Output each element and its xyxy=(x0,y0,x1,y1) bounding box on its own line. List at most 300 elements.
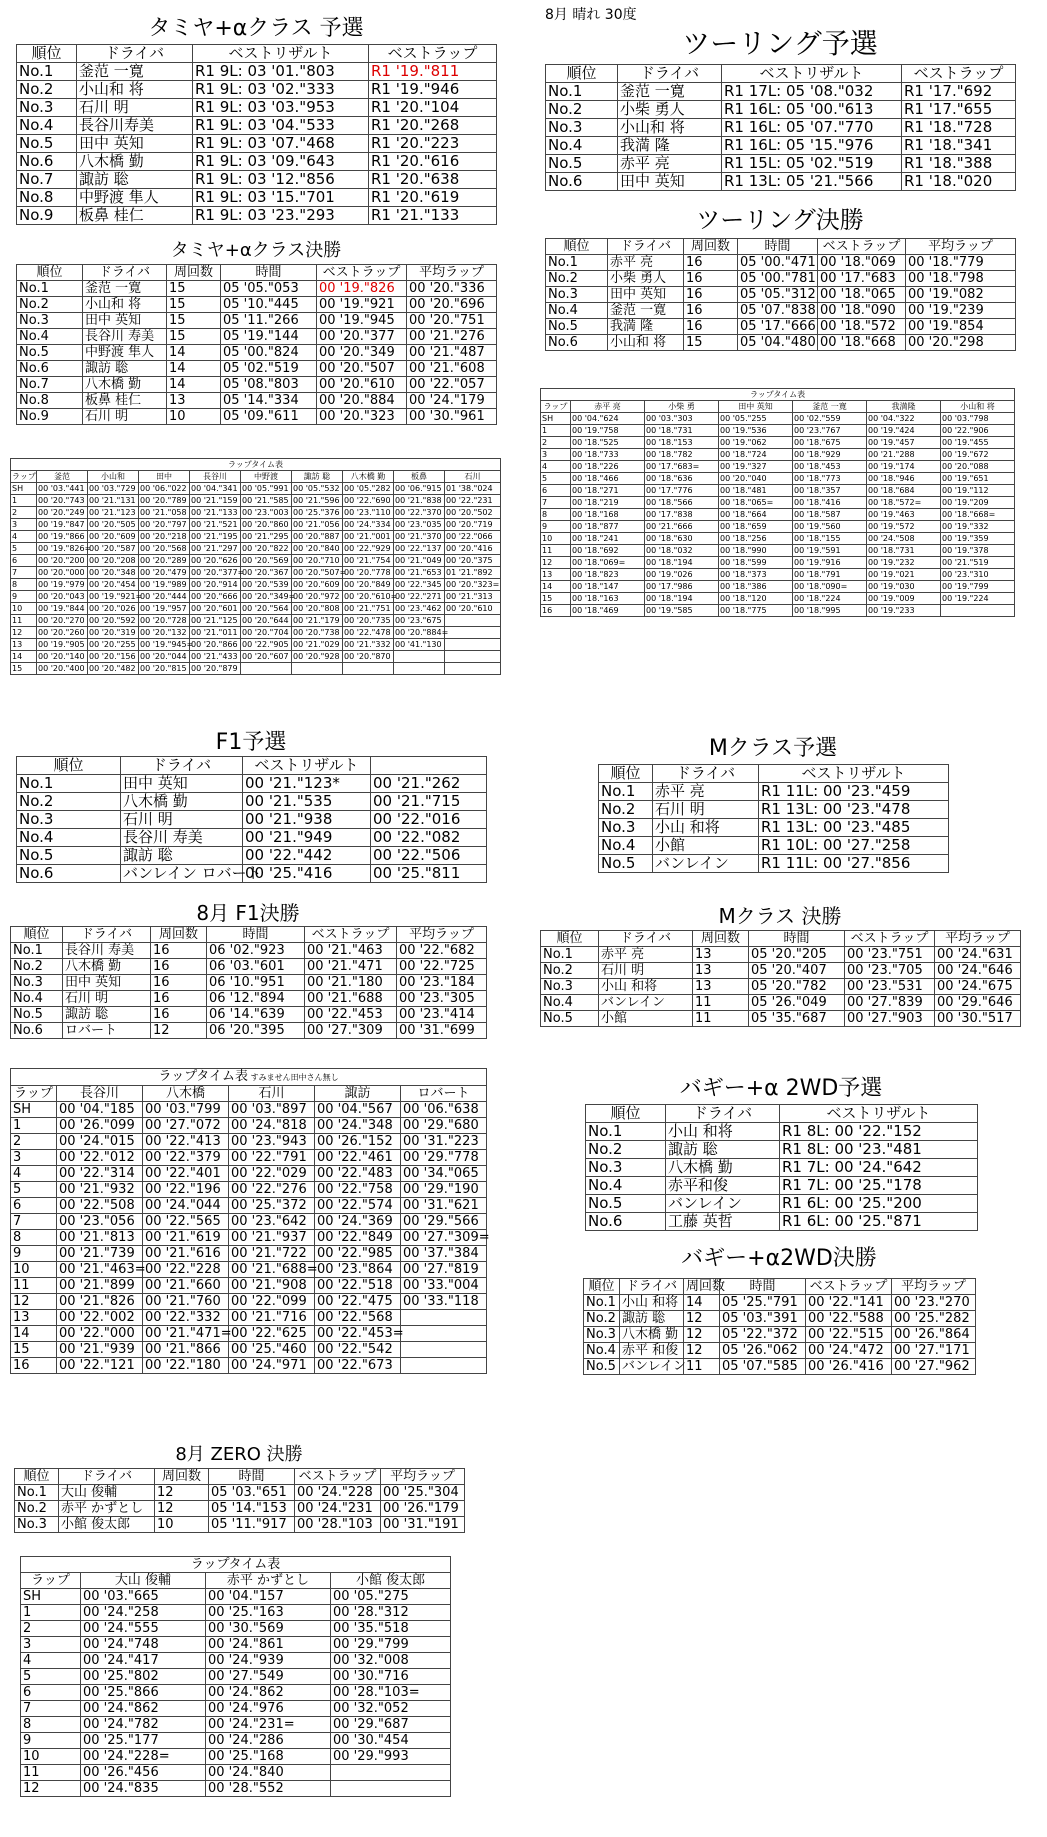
column-header: 平均ラップ xyxy=(407,265,497,281)
table-cell: 00 '22."791 xyxy=(229,1150,315,1166)
table-cell: 00 '21."276 xyxy=(407,329,497,345)
table-cell xyxy=(401,1310,487,1326)
table-cell: 00 '22."141 xyxy=(806,1295,892,1311)
table-cell: 00 '21."519 xyxy=(941,557,1015,569)
table-cell: 06 '14."639 xyxy=(207,1007,305,1023)
table-row xyxy=(11,1198,487,1214)
table-cell: 00 '22."985 xyxy=(315,1246,401,1262)
table-cell: 10 xyxy=(11,603,37,615)
table-row xyxy=(17,153,497,171)
table-cell: 00 '18."466 xyxy=(571,473,645,485)
table-cell: 00 '18."155 xyxy=(793,533,867,545)
table-cell: 00 '20."751 xyxy=(407,313,497,329)
table-cell: バンレイン xyxy=(653,855,759,873)
column-header: 諏訪 聡 xyxy=(292,471,343,483)
table-row xyxy=(11,1294,487,1310)
table-cell: 00 '29."687 xyxy=(331,1717,451,1733)
f1-laps-table xyxy=(10,1068,490,1374)
table-cell: 00 '22."453 xyxy=(305,1007,397,1023)
table-cell: 00 '19."585 xyxy=(645,605,719,617)
table-cell: 00 '19."232 xyxy=(867,557,941,569)
table-cell: R1 16L: 05 '00."613 xyxy=(722,101,902,119)
table-row xyxy=(21,1621,451,1637)
table-row xyxy=(21,1685,451,1701)
table-cell: 00 '21."585 xyxy=(241,495,292,507)
table-cell: 00 '20."735 xyxy=(343,615,394,627)
table-cell: 00 '21."029 xyxy=(292,639,343,651)
touring-qual-table xyxy=(545,64,1016,191)
column-header: ベストラップ xyxy=(818,239,906,255)
column-header: 時間 xyxy=(749,931,845,947)
table-cell: 00 '30."517 xyxy=(935,1011,1021,1027)
table-cell: 00 '20."539 xyxy=(241,579,292,591)
table-row xyxy=(11,1182,487,1198)
table-cell: 12 xyxy=(541,557,571,569)
table-row xyxy=(11,991,487,1007)
table-cell: 00 '22."370 xyxy=(394,507,445,519)
table-cell: 12 xyxy=(155,1485,209,1501)
table-cell: No.3 xyxy=(586,1159,666,1177)
table-cell: No.2 xyxy=(546,271,608,287)
table-row xyxy=(21,1589,451,1605)
table-cell: 00 '18."194 xyxy=(645,557,719,569)
table-row xyxy=(17,377,497,393)
table-cell: 6 xyxy=(11,555,37,567)
table-cell xyxy=(394,663,445,675)
table-cell: 00 '18."724 xyxy=(719,449,793,461)
table-cell: 00 '25."866 xyxy=(81,1685,206,1701)
table-cell: 00 '20."822 xyxy=(241,543,292,555)
table-cell: 13 xyxy=(11,1310,57,1326)
table-cell: 3 xyxy=(11,1150,57,1166)
table-cell: 5 xyxy=(11,1182,57,1198)
table-cell: 00 '18."668 xyxy=(818,335,906,351)
table-header-row xyxy=(599,765,949,783)
table-row xyxy=(17,793,487,811)
table-cell: 00 '32."052 xyxy=(331,1701,451,1717)
table-cell: 1 xyxy=(541,425,571,437)
table-cell: 00 '18."990 xyxy=(719,545,793,557)
table-row xyxy=(541,947,1021,963)
table-row xyxy=(541,473,1015,485)
table-cell: 田中 英知 xyxy=(608,287,684,303)
table-cell: R1 7L: 00 '24."642 xyxy=(780,1159,978,1177)
table-cell: 00 '29."566 xyxy=(401,1214,487,1230)
table-cell: 赤平 亮 xyxy=(618,155,722,173)
table-cell: 00 '23."414 xyxy=(397,1007,487,1023)
table-row xyxy=(17,829,487,847)
table-cell: 00 '24."231= xyxy=(206,1717,331,1733)
table-cell: 16 xyxy=(151,1007,207,1023)
table-row xyxy=(17,361,497,377)
table-cell: No.6 xyxy=(586,1213,666,1231)
table-cell: 05 '14."153 xyxy=(209,1501,295,1517)
table-cell: 石川 明 xyxy=(653,801,759,819)
table-cell: SH xyxy=(11,1102,57,1118)
table-header-row xyxy=(11,1086,487,1102)
column-header: ベストラップ xyxy=(295,1469,381,1485)
table-cell: No.1 xyxy=(546,83,618,101)
table-cell: 00 '18."357 xyxy=(793,485,867,497)
table-cell xyxy=(445,615,501,627)
f1-final-table xyxy=(10,926,487,1039)
table-cell: 00 '18."525 xyxy=(571,437,645,449)
table-cell: 12 xyxy=(151,1023,207,1039)
table-cell: 7 xyxy=(21,1701,81,1717)
table-cell: 00 '20."666 xyxy=(190,591,241,603)
table-cell: 00 '20."323= xyxy=(446,580,500,589)
table-header-row xyxy=(15,1469,465,1485)
table-cell: 05 '05."312 xyxy=(738,287,818,303)
table-cell: No.5 xyxy=(599,855,653,873)
table-cell: 00 '18."877 xyxy=(571,521,645,533)
table-row xyxy=(17,63,497,81)
table-row xyxy=(599,783,949,801)
table-cell: 00 '19."359 xyxy=(941,533,1015,545)
table-cell: 00 '20."840 xyxy=(292,543,343,555)
table-cell: 15 xyxy=(167,313,221,329)
table-cell: 00 '22."506 xyxy=(371,847,487,865)
table-cell: 00 '24."472 xyxy=(806,1343,892,1359)
table-cell: 00 '20."789 xyxy=(139,495,190,507)
laps-caption xyxy=(541,389,1015,401)
table-cell: 小館 xyxy=(599,1011,693,1027)
table-cell: 小山和 将 xyxy=(83,297,167,313)
table-cell: 釜范 一寛 xyxy=(77,63,193,81)
table-row xyxy=(17,313,497,329)
table-row xyxy=(11,663,501,675)
table-row xyxy=(584,1295,976,1311)
table-cell: 00 '30."716 xyxy=(331,1669,451,1685)
table-cell: 00 '20."348 xyxy=(88,567,139,579)
m-final-title: Mクラス 決勝 xyxy=(718,904,842,928)
table-cell: 00 '31."699 xyxy=(397,1023,487,1039)
table-cell: 00 '20."088 xyxy=(941,461,1015,473)
table-cell: 00 '21."463 xyxy=(305,943,397,959)
table-row xyxy=(541,581,1015,593)
table-cell: 00 '21."295 xyxy=(241,531,292,543)
table-cell: 00 '22."565 xyxy=(143,1214,229,1230)
table-cell: 05 '08."803 xyxy=(221,377,317,393)
table-cell: No.5 xyxy=(546,155,618,173)
table-header-row xyxy=(17,265,497,281)
table-cell: 10 xyxy=(21,1749,81,1765)
table-row xyxy=(17,117,497,135)
table-row xyxy=(546,319,1016,335)
table-cell: 05 '00."471 xyxy=(738,255,818,271)
table-cell: 2 xyxy=(11,1134,57,1150)
table-cell: 05 '25."791 xyxy=(720,1295,806,1311)
m-qual-table xyxy=(598,764,949,873)
table-cell: 00 '24."631 xyxy=(935,947,1021,963)
table-cell: 00 '25."168 xyxy=(206,1749,331,1765)
table-cell: 00 '18."481 xyxy=(719,485,793,497)
column-header: 順位 xyxy=(546,239,608,255)
column-header: 時間 xyxy=(738,239,818,255)
table-cell: 00 '23."056 xyxy=(57,1214,143,1230)
table-cell: 00 '20."914 xyxy=(190,579,241,591)
table-cell: 00 '24."971 xyxy=(229,1358,315,1374)
table-row xyxy=(11,651,501,663)
table-cell: 00 '20."349 xyxy=(317,345,407,361)
table-cell: 00 '25."376 xyxy=(292,507,343,519)
table-cell: 00 '29."799 xyxy=(331,1637,451,1653)
table-cell: 00 '20."454 xyxy=(88,579,139,591)
table-cell: 8 xyxy=(21,1717,81,1733)
table-cell: 釜范 一寛 xyxy=(608,303,684,319)
zero-laps-table xyxy=(20,1556,451,1797)
column-header: ドライバ xyxy=(77,45,193,63)
table-cell: 00 '06."022 xyxy=(139,483,190,495)
table-cell xyxy=(941,605,1015,617)
column-header: 田中 xyxy=(139,471,190,483)
table-cell: 00 '18."675 xyxy=(793,437,867,449)
table-cell: 00 '22."016 xyxy=(371,811,487,829)
table-cell: 00 '19."945 xyxy=(317,313,407,329)
table-cell: 赤平和俊 xyxy=(666,1177,780,1195)
table-cell: 00 '19."224 xyxy=(941,593,1015,605)
table-row xyxy=(17,207,497,225)
table-cell: 16 xyxy=(541,605,571,617)
table-cell: 00 '19."945= xyxy=(140,640,194,649)
table-row xyxy=(541,1011,1021,1027)
table-cell: No.4 xyxy=(17,117,77,135)
table-cell: 00 '19."826 xyxy=(317,281,407,297)
table-cell: 00 '37."384 xyxy=(401,1246,487,1262)
table-cell: 00 '20."026 xyxy=(88,603,139,615)
table-cell: R1 '21."133 xyxy=(369,207,497,225)
table-cell: 00 '18."219 xyxy=(571,497,645,509)
m-qual-title: Mクラス予選 xyxy=(708,736,838,761)
table-cell: 00 '22."271 xyxy=(394,591,445,603)
table-row xyxy=(11,615,501,627)
table-cell: 00 '18."065= xyxy=(719,497,793,509)
table-cell: 00 '27."171 xyxy=(892,1343,976,1359)
table-cell: 00 '30."569 xyxy=(206,1621,331,1637)
table-cell xyxy=(445,663,501,675)
table-cell: 00 '34."065 xyxy=(401,1166,487,1182)
table-cell: 釜范 一寛 xyxy=(618,83,722,101)
table-cell: 00 '24."646 xyxy=(935,963,1021,979)
table-cell: 00 '35."518 xyxy=(331,1621,451,1637)
table-cell: 00 '23."310 xyxy=(941,569,1015,581)
table-cell: No.5 xyxy=(546,319,608,335)
table-cell: R1 '20."223 xyxy=(369,135,497,153)
table-cell: 石川 明 xyxy=(121,811,243,829)
table-cell: 00 '20."710 xyxy=(292,555,343,567)
table-cell: 14 xyxy=(684,1295,720,1311)
table-cell: 00 '22."453= xyxy=(315,1326,401,1342)
table-cell: 00 '20."849 xyxy=(343,579,394,591)
table-row xyxy=(21,1781,451,1797)
table-row xyxy=(17,171,497,189)
column-header: 周回数 xyxy=(155,1469,209,1485)
table-cell: 00 '20."569 xyxy=(241,555,292,567)
table-cell xyxy=(401,1326,487,1342)
table-row xyxy=(21,1669,451,1685)
table-cell: 10 xyxy=(167,409,221,425)
table-row xyxy=(21,1637,451,1653)
table-cell: No.7 xyxy=(17,171,77,189)
table-cell: 15 xyxy=(11,1342,57,1358)
table-cell: No.2 xyxy=(599,801,653,819)
table-cell: 00 '18."798 xyxy=(906,271,1016,287)
buggy-qual-table xyxy=(585,1104,978,1231)
table-cell: 00 '20."323 xyxy=(317,409,407,425)
table-row xyxy=(546,287,1016,303)
table-cell: 00 '05."282 xyxy=(343,483,394,495)
table-cell: 00 '19."082 xyxy=(906,287,1016,303)
table-cell: 00 '20."879 xyxy=(190,663,241,675)
table-cell: No.9 xyxy=(17,409,83,425)
table-cell: 00 '20."696 xyxy=(407,297,497,313)
table-row xyxy=(21,1749,451,1765)
table-cell: 00 '21."908 xyxy=(229,1278,315,1294)
table-cell: 05 '17."666 xyxy=(738,319,818,335)
table-cell: 00 '20."609 xyxy=(292,579,343,591)
table-cell: 00 '18."373 xyxy=(719,569,793,581)
column-header xyxy=(371,757,487,775)
column-header: ドライバ xyxy=(59,1469,155,1485)
table-cell: 小山 和将 xyxy=(620,1295,684,1311)
table-cell: 00 '22."276 xyxy=(229,1182,315,1198)
table-cell: 00 '21."899 xyxy=(57,1278,143,1294)
table-cell: 田中 英知 xyxy=(121,775,243,793)
table-cell: 4 xyxy=(21,1653,81,1669)
column-header: 田中 英知 xyxy=(719,401,793,413)
table-cell: 00 '04."624 xyxy=(571,413,645,425)
table-row xyxy=(15,1501,465,1517)
table-cell: 00 '18."572 xyxy=(818,319,906,335)
table-cell: 9 xyxy=(541,521,571,533)
table-cell: 00 '33."004 xyxy=(401,1278,487,1294)
table-cell: 00 '20."884 xyxy=(317,393,407,409)
table-cell: 00 '21."370 xyxy=(394,531,445,543)
table-cell: 6 xyxy=(541,485,571,497)
table-cell: 00 '20."260 xyxy=(37,627,88,639)
table-cell: 14 xyxy=(541,581,571,593)
table-cell: 00 '18."929 xyxy=(793,449,867,461)
table-cell: 00 '24."840 xyxy=(206,1765,331,1781)
table-cell: 00 '20."587 xyxy=(88,543,139,555)
table-cell: No.6 xyxy=(546,173,618,191)
table-cell: R1 17L: 05 '08."032 xyxy=(722,83,902,101)
table-cell: 00 '20."610 xyxy=(317,377,407,393)
table-cell: 00 '22."625 xyxy=(229,1326,315,1342)
table-cell: 00 '05."991 xyxy=(241,483,292,495)
table-cell: 諏訪 聡 xyxy=(63,1007,151,1023)
table-cell: 5 xyxy=(21,1669,81,1685)
table-cell: 00 '22."673 xyxy=(315,1358,401,1374)
table-row xyxy=(546,255,1016,271)
table-cell: 00 '24."782 xyxy=(81,1717,206,1733)
table-cell: 00 '18."630 xyxy=(645,533,719,545)
table-cell: 00 '24."508 xyxy=(867,533,941,545)
table-cell: 13 xyxy=(541,569,571,581)
table-cell: No.3 xyxy=(17,313,83,329)
table-cell: 00 '18."731 xyxy=(645,425,719,437)
table-row xyxy=(11,591,501,603)
table-cell: 15 xyxy=(167,297,221,313)
table-cell: 00 '24."231 xyxy=(295,1501,381,1517)
table-cell: バンレイン xyxy=(599,995,693,1011)
table-cell: 赤平 かずとし xyxy=(59,1501,155,1517)
column-header: 我満隆 xyxy=(867,401,941,413)
table-cell: R1 6L: 00 '25."871 xyxy=(780,1213,978,1231)
table-cell: 00 '20."607 xyxy=(241,651,292,663)
table-row xyxy=(21,1701,451,1717)
table-row xyxy=(599,801,949,819)
table-cell: 11 xyxy=(684,1359,720,1375)
table-cell: 00 '25."802 xyxy=(81,1669,206,1685)
table-cell: 00 '19."233 xyxy=(867,605,941,617)
tamiya-final-title: タミヤ+αクラス決勝 xyxy=(170,240,342,261)
table-cell: 小山 和将 xyxy=(666,1123,780,1141)
table-cell: 八木橋 勤 xyxy=(77,153,193,171)
table-cell: 7 xyxy=(11,567,37,579)
table-cell: 15 xyxy=(167,329,221,345)
table-cell: 00 '19."536 xyxy=(719,425,793,437)
table-row xyxy=(541,413,1015,425)
column-header: 平均ラップ xyxy=(381,1469,465,1485)
table-cell: 00 '22."518 xyxy=(315,1278,401,1294)
table-cell: 板鼻 桂仁 xyxy=(77,207,193,225)
table-cell: No.4 xyxy=(17,329,83,345)
table-cell: 00 '24."976 xyxy=(206,1701,331,1717)
table-cell: 00 '20."255 xyxy=(88,639,139,651)
table-row xyxy=(541,521,1015,533)
column-header: 中野渡 xyxy=(241,471,292,483)
table-cell: 00 '18."731 xyxy=(867,545,941,557)
table-cell: 00 '22."231 xyxy=(445,495,501,507)
table-cell xyxy=(445,639,501,651)
table-cell: 石川 明 xyxy=(77,99,193,117)
table-cell: 00 '20."377= xyxy=(191,568,245,577)
table-row xyxy=(11,519,501,531)
table-cell: 00 '19."989 xyxy=(139,579,190,591)
table-cell: R1 10L: 00 '27."258 xyxy=(759,837,949,855)
table-cell: 16 xyxy=(151,959,207,975)
column-header: 周回数 xyxy=(684,239,738,255)
table-cell: 00 '18."587 xyxy=(793,509,867,521)
table-cell: 00 '24."334 xyxy=(343,519,394,531)
table-cell: 00 '20."444 xyxy=(139,591,190,603)
table-cell: 00 '25."372 xyxy=(229,1198,315,1214)
table-cell: 13 xyxy=(693,963,749,979)
table-cell: 00 '19."560 xyxy=(793,521,867,533)
table-cell: 00 '18."668= xyxy=(941,509,1015,521)
table-cell: 八木橋 勤 xyxy=(666,1159,780,1177)
table-cell: 00 '22."588 xyxy=(806,1311,892,1327)
table-cell: 00 '18."065 xyxy=(818,287,906,303)
table-row xyxy=(11,543,501,555)
table-cell: 00 '20."044 xyxy=(139,651,190,663)
table-cell: 00 '20."319 xyxy=(88,627,139,639)
table-cell: 00 '20."815 xyxy=(139,663,190,675)
table-cell: 00 '22."012 xyxy=(57,1150,143,1166)
table-cell: 00 '18."636 xyxy=(645,473,719,485)
table-row xyxy=(17,393,497,409)
table-cell: 00 '21."011 xyxy=(190,627,241,639)
table-row xyxy=(11,531,501,543)
column-header: ドライバ xyxy=(83,265,167,281)
table-cell: 釜范 一寛 xyxy=(83,281,167,297)
table-cell: 小山 和将 xyxy=(653,819,759,837)
table-cell: 00 '30."961 xyxy=(407,409,497,425)
table-cell: 00 '20."626 xyxy=(190,555,241,567)
table-cell: 00 '03."441 xyxy=(37,483,88,495)
table-cell: 00 '27."072 xyxy=(143,1118,229,1134)
